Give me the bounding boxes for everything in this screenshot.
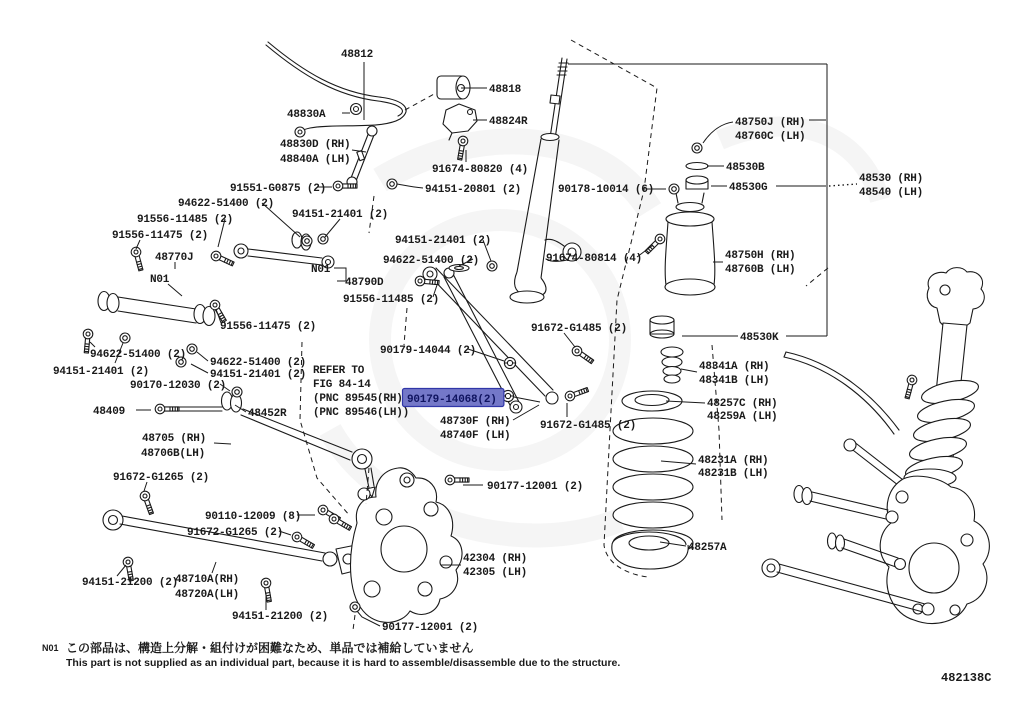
- stabilizer-link-48830d: [347, 126, 377, 187]
- part-label-90177-12001-2[interactable]: 90177-12001 (2): [382, 622, 479, 634]
- part-label-48840a[interactable]: 48840A (LH): [280, 154, 351, 166]
- part-label-48530b[interactable]: 48530B: [726, 162, 765, 174]
- assembled-suspension-view: [762, 268, 989, 624]
- part-label-90179-14068[interactable]: 90179-14068(2): [407, 394, 497, 406]
- part-label-48341b[interactable]: 48341B (LH): [699, 375, 770, 387]
- part-label-94151-21401-2[interactable]: 94151-21401 (2): [395, 235, 492, 247]
- footnote-english: This part is not supplied as an individual part, because it is hard to assemble/disassemble due to the structure.: [66, 657, 621, 669]
- part-label-48409[interactable]: 48409: [93, 406, 126, 418]
- part-label-48540[interactable]: 48540 (LH): [859, 187, 924, 199]
- part-label-94151-21401-1[interactable]: 94151-21401 (2): [292, 209, 389, 221]
- part-label-refer-2: FIG 84-14: [313, 379, 371, 391]
- part-label-48452r[interactable]: 48452R: [248, 408, 287, 420]
- part-label-48257c[interactable]: 48257C (RH): [707, 398, 778, 410]
- part-label-91556-11485-1[interactable]: 91556-11485 (2): [137, 214, 234, 226]
- stabilizer-nut-48830a: [351, 104, 362, 115]
- part-label-48720a[interactable]: 48720A(LH): [175, 589, 240, 601]
- part-label-48824r[interactable]: 48824R: [489, 116, 528, 128]
- part-label-94622-51400-4[interactable]: 94622-51400 (2): [210, 357, 307, 369]
- part-label-48231b[interactable]: 48231B (LH): [698, 468, 769, 480]
- part-label-refer-4: (PNC 89546(LH)): [313, 407, 410, 419]
- part-label-48231a[interactable]: 48231A (RH): [698, 455, 769, 467]
- footnote-japanese: この部品は、構造上分解・組付けが困難なため、単品では補給していません: [66, 641, 474, 655]
- part-label-refer-1: REFER TO: [313, 365, 365, 377]
- part-label-42304[interactable]: 42304 (RH): [463, 553, 528, 565]
- part-label-48530k[interactable]: 48530K: [740, 332, 779, 344]
- part-label-48750j[interactable]: 48750J (RH): [735, 117, 806, 129]
- part-label-91672-g1265-1[interactable]: 91672-G1265 (2): [113, 472, 210, 484]
- part-label-48705[interactable]: 48705 (RH): [142, 433, 207, 445]
- part-label-94151-20801[interactable]: 94151-20801 (2): [425, 184, 522, 196]
- part-label-48790d[interactable]: 48790D: [345, 277, 384, 289]
- part-label-48760c[interactable]: 48760C (LH): [735, 131, 806, 143]
- part-label-90170-12030[interactable]: 90170-12030 (2): [130, 380, 227, 392]
- part-label-94151-21200-2[interactable]: 94151-21200 (2): [232, 611, 329, 623]
- part-label-90179-14044[interactable]: 90179-14044 (2): [380, 345, 477, 357]
- part-label-90110-12009[interactable]: 90110-12009 (8): [205, 511, 302, 523]
- part-label-91556-11485-2[interactable]: 91556-11485 (2): [343, 294, 440, 306]
- part-label-91556-11475-2[interactable]: 91556-11475 (2): [220, 321, 317, 333]
- part-label-48730f[interactable]: 48730F (RH): [440, 416, 511, 428]
- footnote: [42, 640, 620, 669]
- spring-lower-seat-48257a: [612, 532, 688, 569]
- part-label-90178-10014[interactable]: 90178-10014 (6): [558, 184, 655, 196]
- part-label-n01-right: N01: [311, 264, 331, 276]
- part-label-94151-21401-3[interactable]: 94151-21401 (2): [53, 366, 150, 378]
- part-label-48259a[interactable]: 48259A (LH): [707, 411, 778, 423]
- part-label-48812[interactable]: 48812: [341, 49, 374, 61]
- footnote-tag: N01: [42, 643, 59, 653]
- part-label-91674-80820[interactable]: 91674-80820 (4): [432, 164, 529, 176]
- part-label-94622-51400-2[interactable]: 94622-51400 (2): [383, 255, 480, 267]
- part-label-48830d[interactable]: 48830D (RH): [280, 139, 351, 151]
- part-label-48530g[interactable]: 48530G: [729, 182, 768, 194]
- part-label-48740f[interactable]: 48740F (LH): [440, 430, 511, 442]
- part-label-94151-21401-4[interactable]: 94151-21401 (2): [210, 369, 307, 381]
- part-label-91672-g1485-2[interactable]: 91672-G1485 (2): [540, 420, 637, 432]
- part-label-91672-g1485-1[interactable]: 91672-G1485 (2): [531, 323, 628, 335]
- part-label-48710a[interactable]: 48710A(RH): [175, 574, 240, 586]
- dotted-connector: [829, 184, 857, 186]
- part-label-94622-51400-1[interactable]: 94622-51400 (2): [178, 198, 275, 210]
- part-label-91551-g0875[interactable]: 91551-G0875 (2): [230, 183, 327, 195]
- stabilizer-bar: [266, 42, 406, 137]
- part-label-48830a[interactable]: 48830A: [287, 109, 326, 121]
- part-label-48257a[interactable]: 48257A: [688, 542, 727, 554]
- part-label-90177-12001-1[interactable]: 90177-12001 (2): [487, 481, 584, 493]
- part-label-48706b[interactable]: 48706B(LH): [141, 448, 206, 460]
- bushing-48530k: [650, 316, 674, 338]
- part-label-48760b[interactable]: 48760B (LH): [725, 264, 796, 276]
- part-label-94151-21200-1[interactable]: 94151-21200 (2): [82, 577, 179, 589]
- upper-arm-48770j: [98, 292, 215, 326]
- part-label-48750h[interactable]: 48750H (RH): [725, 250, 796, 262]
- part-label-48341a[interactable]: 48341A (RH): [699, 361, 770, 373]
- bump-stop-48341a: [661, 347, 683, 383]
- part-label-42305[interactable]: 42305 (LH): [463, 567, 528, 579]
- part-label-94622-51400-3[interactable]: 94622-51400 (2): [90, 349, 187, 361]
- part-label-91556-11475-1[interactable]: 91556-11475 (2): [112, 230, 209, 242]
- part-label-n01-left: N01: [150, 274, 170, 286]
- knuckle-42304: [351, 468, 463, 623]
- drawing-code: 482138C: [941, 671, 992, 685]
- part-label-91672-g1265-2[interactable]: 91672-G1265 (2): [187, 527, 284, 539]
- part-label-48770j[interactable]: 48770J: [155, 252, 194, 264]
- part-label-91674-80814[interactable]: 91674-80814 (4): [546, 253, 643, 265]
- part-label-48818[interactable]: 48818: [489, 84, 522, 96]
- part-label-refer-3: (PNC 89545(RH): [313, 393, 403, 405]
- part-label-48530[interactable]: 48530 (RH): [859, 173, 924, 185]
